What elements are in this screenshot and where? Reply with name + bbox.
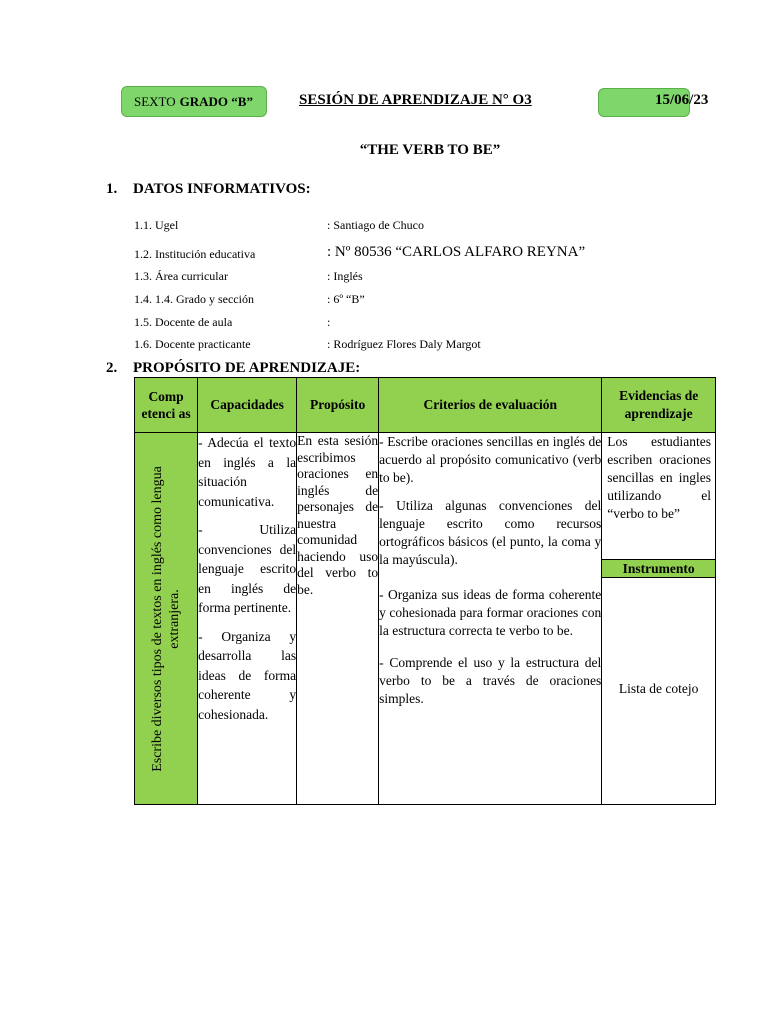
info-row-label: Área curricular (155, 269, 228, 283)
grade-section: GRADO “B” (179, 93, 253, 109)
info-row-label: Institución educativa (155, 247, 256, 261)
grade-badge (121, 86, 267, 117)
info-row-number: 1.3. (134, 269, 152, 283)
info-row-number: 1.5. (134, 315, 152, 329)
info-row-value: : (327, 315, 331, 329)
learning-purpose-table (134, 377, 716, 805)
section-1-number: 1. (106, 181, 118, 197)
capacidades-cell (198, 433, 297, 805)
table-row (135, 433, 716, 805)
grade-prefix: SEXTO (134, 93, 176, 109)
info-row-value: : Santiago de Chuco (327, 218, 424, 232)
info-row-value: : Inglés (327, 269, 363, 283)
header-proposito: Propósito (297, 378, 379, 433)
info-row-label: Docente de aula (155, 315, 233, 329)
criterio-item: - Organiza sus ideas de forma coherente y cohesionada para formar oraciones con la estructura correcta te verbo to be. (379, 587, 602, 638)
criterio-item: - Utiliza algunas convenciones del lenguaje escrito como recursos ortográficos básicos (el punto, la coma y la mayúscula). (379, 498, 602, 567)
capacidad-item: - Adecúa el texto en inglés a la situación comunicativa. (198, 435, 297, 509)
capacidad-item: - Utiliza convenciones del lenguaje escrito en inglés de forma pertinente. (198, 522, 297, 615)
document-title: “THE VERB TO BE” (359, 142, 501, 158)
info-row-label: 1.4. Grado y sección (155, 292, 254, 306)
session-title: SESIÓN DE APRENDIZAJE N° O3 (299, 92, 532, 108)
competencia-line-1: Escribe diversos tipos de textos en inglés como lengua (150, 465, 166, 772)
info-row-number: 1.1. (134, 218, 152, 232)
info-row-value: : Nº 80536 “CARLOS ALFARO REYNA” (327, 244, 586, 260)
evidencias-cell (602, 433, 716, 805)
info-row-value: : 6º “B” (327, 292, 365, 306)
competencia-text (149, 466, 183, 772)
info-row-number: 1.2. (134, 247, 152, 261)
criterio-item: - Comprende el uso y la estructura del verbo to be a través de oraciones simples. (379, 655, 602, 706)
header-evidencias: Evidencias de aprendizaje (602, 378, 716, 433)
evidencias-text: Los estudiantes escriben oraciones sencillas en ingles utilizando el “verbo to be” (607, 434, 711, 521)
proposito-cell (297, 433, 379, 805)
table-header-row (135, 378, 716, 433)
header-capacidades: Capacidades (198, 378, 297, 433)
proposito-text: En esta sesión escribimos oraciones en inglés de personajes de nuestra comunidad haciendo uso del verbo to be. (297, 433, 379, 597)
info-row-number: 1.4. (134, 292, 152, 306)
criterios-cell (379, 433, 602, 805)
info-row-number: 1.6. (134, 337, 152, 351)
capacidad-item: - Organiza y desarrolla las ideas de forma coherente y cohesionada. (198, 628, 297, 722)
info-row-value: : Rodríguez Flores Daly Margot (327, 337, 481, 351)
instrumento-value: Lista de cotejo (618, 681, 699, 696)
section-1-title: DATOS INFORMATIVOS: (133, 181, 311, 197)
criterio-item: - Escribe oraciones sencillas en inglés de acuerdo al propósito comunicativo (verb to be). (379, 434, 602, 485)
session-date: 15/06/23 (655, 92, 709, 108)
info-row-label: Ugel (155, 218, 179, 232)
competencia-cell (135, 433, 198, 805)
competencia-line-2: extranjera. (167, 588, 183, 649)
header-competencias: Comp etenci as (135, 378, 198, 433)
info-row-label: Docente practicante (155, 337, 251, 351)
header-criterios: Criterios de evaluación (379, 378, 602, 433)
section-2-number: 2. (106, 360, 118, 376)
section-2-title: PROPÓSITO DE APRENDIZAJE: (133, 360, 361, 376)
instrumento-label: Instrumento (602, 559, 715, 578)
